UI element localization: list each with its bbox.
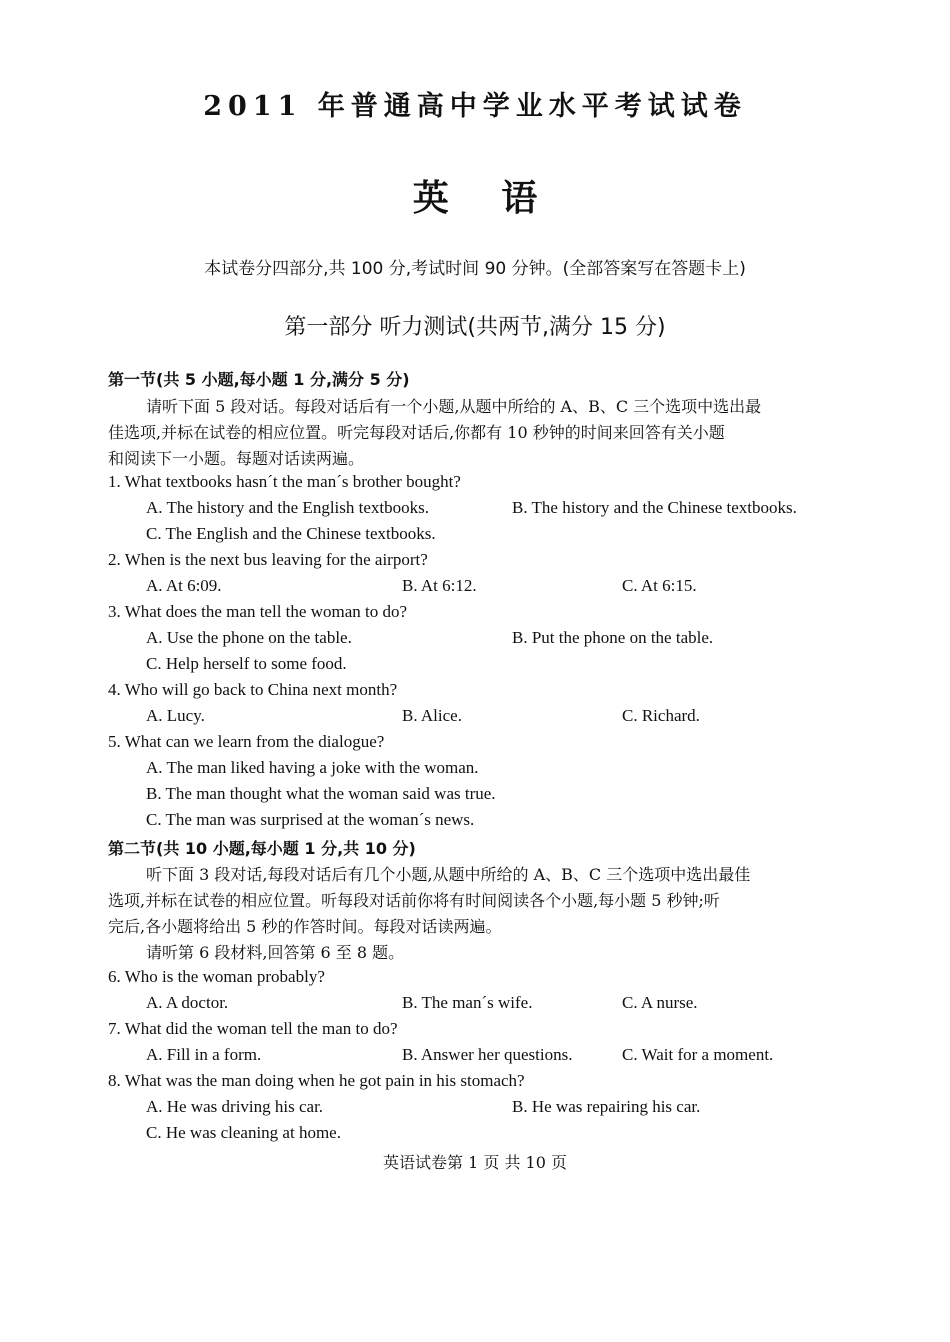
option-a: A. Lucy. [146,706,205,725]
section-one-intro-line: 佳选项,并标在试卷的相应位置。听完每段对话后,你都有 10 秒钟的时间来回答有关小题 [108,423,725,442]
page-footer: 英语试卷第 1 页 共 10 页 [383,1153,567,1172]
question-stem: 6. Who is the woman probably? [108,967,325,986]
option-b: B. The history and the Chinese textbooks. [512,498,797,517]
option-a: A. At 6:09. [146,576,222,595]
option-c: C. A nurse. [622,993,698,1012]
question-stem: 7. What did the woman tell the man to do? [108,1019,398,1038]
question-stem: 2. When is the next bus leaving for the airport? [108,550,428,569]
part-one-title: 第一部分 听力测试(共两节,满分 15 分) [284,315,666,340]
option-b: B. Answer her questions. [402,1045,573,1064]
option-c: C. The English and the Chinese textbooks. [146,524,436,543]
question-stem: 8. What was the man doing when he got pain in his stomach? [108,1071,525,1090]
option-a: A. The history and the English textbooks. [146,498,429,517]
option-c: C. Wait for a moment. [622,1045,774,1064]
question-stem: 1. What textbooks hasn´t the man´s brother bought? [108,472,461,491]
subject-title: 英 语 [412,178,538,219]
option-c: C. Help herself to some food. [146,654,347,673]
section-two-intro-line: 听下面 3 段对话,每段对话后有几个小题,从题中所给的 A、B、C 三个选项中选出最佳 [146,865,751,884]
option-a: A. He was driving his car. [146,1097,324,1116]
section-one-heading: 第一节(共 5 小题,每小题 1 分,满分 5 分) [108,370,410,389]
section-two-intro-line: 完后,各小题将给出 5 秒的作答时间。每段对话读两遍。 [108,917,502,936]
material-note: 请听第 6 段材料,回答第 6 至 8 题。 [146,943,405,962]
section-one-intro-line: 和阅读下一小题。每题对话读两遍。 [108,449,365,468]
option-b: B. The man´s wife. [402,993,533,1012]
section-one-intro-line: 请听下面 5 段对话。每段对话后有一个小题,从题中所给的 A、B、C 三个选项中选出最 [146,397,762,416]
option-b: B. The man thought what the woman said was true. [146,784,496,803]
section-two-intro-line: 选项,并标在试卷的相应位置。听每段对话前你将有时间阅读各个小题,每小题 5 秒钟;听 [108,891,720,910]
option-b: B. At 6:12. [402,576,477,595]
section-two-heading: 第二节(共 10 小题,每小题 1 分,共 10 分) [108,839,416,858]
exam-title: 2011 年普通高中学业水平考试试卷 [203,91,747,122]
question-stem: 4. Who will go back to China next month? [108,680,398,699]
option-a: A. Use the phone on the table. [146,628,352,647]
option-c: C. At 6:15. [622,576,697,595]
option-c: C. The man was surprised at the woman´s news. [146,810,475,829]
option-c: C. Richard. [622,706,700,725]
option-b: B. He was repairing his car. [512,1097,701,1116]
option-b: B. Alice. [402,706,462,725]
option-c: C. He was cleaning at home. [146,1123,341,1142]
exam-instructions: 本试卷分四部分,共 100 分,考试时间 90 分钟。(全部答案写在答题卡上) [204,259,746,279]
option-a: A. Fill in a form. [146,1045,262,1064]
option-b: B. Put the phone on the table. [512,628,714,647]
question-stem: 5. What can we learn from the dialogue? [108,732,385,751]
option-a: A. The man liked having a joke with the woman. [146,758,479,777]
option-a: A. A doctor. [146,993,229,1012]
question-stem: 3. What does the man tell the woman to do? [108,602,408,621]
